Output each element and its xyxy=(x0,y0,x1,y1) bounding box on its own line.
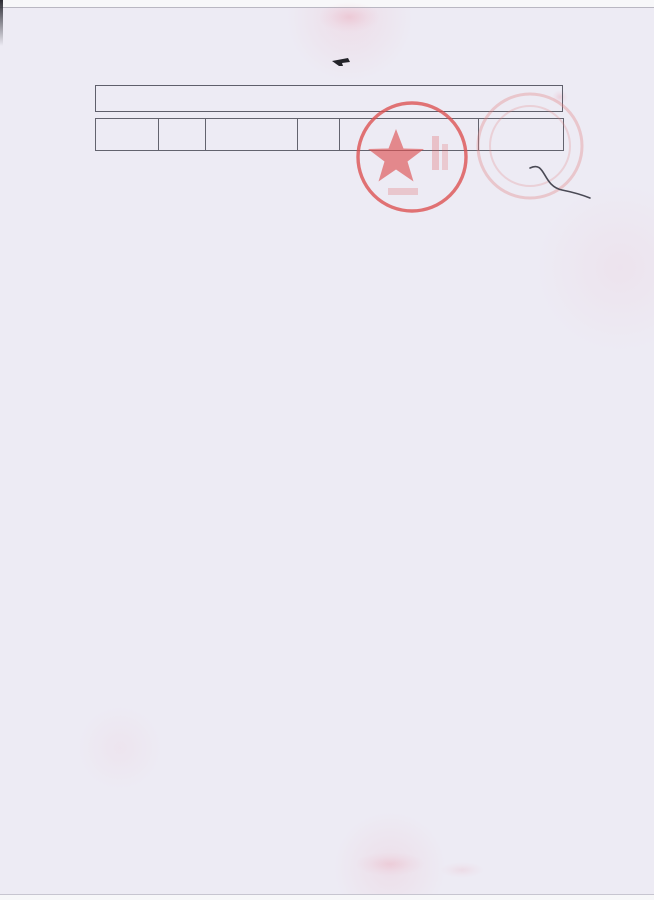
school-seal-stamp xyxy=(352,96,474,220)
header-name xyxy=(159,119,206,151)
ink-smudge xyxy=(318,2,380,32)
pen-mark xyxy=(330,55,356,69)
ink-smudge xyxy=(355,852,425,876)
seal-star xyxy=(368,129,424,182)
header-amount xyxy=(298,119,340,151)
header-id xyxy=(96,119,159,151)
header-donor xyxy=(206,119,298,151)
scan-edge-artifact xyxy=(0,0,3,46)
pen-flourish xyxy=(528,158,598,203)
partial-stamp-arc xyxy=(470,58,590,128)
ink-smudge xyxy=(440,862,484,878)
